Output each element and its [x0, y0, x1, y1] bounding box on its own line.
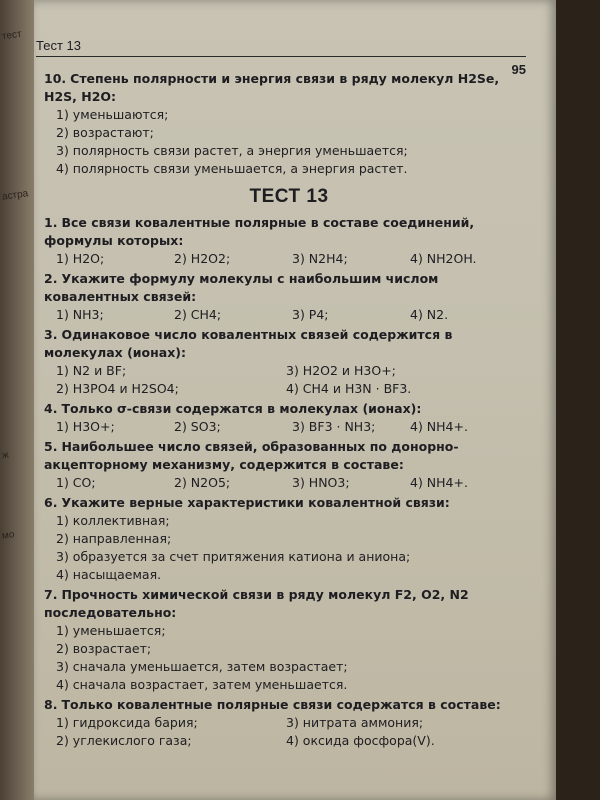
question-2: [44, 270, 534, 324]
question-4: [44, 400, 534, 436]
question-number: 10.: [44, 71, 67, 86]
previous-page-fragment: ж: [1, 449, 10, 462]
previous-page-fragment: астра: [1, 188, 29, 203]
answer-option: 4) NH4+.: [410, 475, 468, 490]
answer-option: 2) H3PO4 и H2SO4;: [56, 381, 179, 396]
question-10: [44, 70, 534, 178]
answer-option: 1) N2 и BF;: [56, 363, 127, 378]
question-text: Степень полярности и энергия связи в ряду молекул H2Se, H2S, H2O:: [44, 71, 500, 104]
question-text: Наибольшее число связей, образованных по донорно-акцепторному механизму, содержится в составе:: [44, 439, 459, 472]
answer-option: 1) коллективная;: [56, 513, 170, 528]
question-text: Одинаковое число ковалентных связей содержится в молекулах (ионах):: [44, 327, 453, 360]
answer-option: 4) NH2OH.: [410, 251, 477, 266]
answer-option: 3) нитрата аммония;: [286, 715, 424, 730]
question-number: 7.: [44, 587, 58, 602]
answer-option: 2) SO3;: [174, 419, 221, 434]
question-text: Укажите верные характеристики ковалентной связи:: [61, 495, 450, 510]
answer-option: 3) P4;: [292, 307, 329, 322]
book-page: [34, 0, 556, 800]
question-number: 5.: [44, 439, 58, 454]
page-content: [44, 70, 534, 752]
previous-page-fragment: мо: [1, 529, 16, 542]
answer-option: 4) полярность связи уменьшается, а энергия растет.: [56, 161, 408, 176]
question-text: Только ковалентные полярные связи содержатся в составе:: [61, 697, 501, 712]
answer-option: 2) CH4;: [174, 307, 222, 322]
question-number: 1.: [44, 215, 58, 230]
answer-option: 4) CH4 и H3N · BF3.: [286, 381, 412, 396]
answer-option: 2) N2O5;: [174, 475, 231, 490]
answer-option: 4) N2.: [410, 307, 449, 322]
test-title: ТЕСТ 13: [249, 186, 329, 207]
answer-option: 3) сначала уменьшается, затем возрастает;: [56, 659, 348, 674]
question-text: Все связи ковалентные полярные в составе соединений, формулы которых:: [44, 215, 475, 248]
question-text: Прочность химической связи в ряду молекул F2, O2, N2 последовательно:: [44, 587, 469, 620]
header-rule: [36, 56, 526, 57]
answer-option: 1) уменьшается;: [56, 623, 166, 638]
question-text: Только σ-связи содержатся в молекулах (ионах):: [61, 401, 422, 416]
answer-option: 3) образуется за счет притяжения катиона и аниона;: [56, 549, 411, 564]
question-6: [44, 494, 534, 584]
question-7: [44, 586, 534, 694]
answer-option: 1) CO;: [56, 475, 96, 490]
answer-option: 3) полярность связи растет, а энергия уменьшается;: [56, 143, 408, 158]
answer-option: 2) H2O2;: [174, 251, 231, 266]
question-8: [44, 696, 534, 750]
answer-option: 2) направленная;: [56, 531, 172, 546]
answer-option: 2) возрастают;: [56, 125, 154, 140]
question-number: 6.: [44, 495, 58, 510]
answer-option: 1) NH3;: [56, 307, 104, 322]
question-number: 4.: [44, 401, 58, 416]
answer-option: 3) HNO3;: [292, 475, 350, 490]
question-1: [44, 214, 534, 268]
answer-option: 4) оксида фосфора(V).: [286, 733, 435, 748]
answer-option: 3) N2H4;: [292, 251, 348, 266]
previous-page-fragment: тест: [1, 28, 23, 43]
answer-option: 4) NH4+.: [410, 419, 468, 434]
answer-option: 1) гидроксида бария;: [56, 715, 198, 730]
answer-option: 2) углекислого газа;: [56, 733, 192, 748]
answer-option: 1) H3O+;: [56, 419, 115, 434]
answer-option: 4) сначала возрастает, затем уменьшается.: [56, 677, 348, 692]
question-number: 8.: [44, 697, 58, 712]
answer-option: 1) уменьшаются;: [56, 107, 169, 122]
question-number: 2.: [44, 271, 58, 286]
question-5: [44, 438, 534, 492]
running-header: Тест 13: [36, 38, 81, 53]
answer-option: 2) возрастает;: [56, 641, 152, 656]
answer-option: 4) насыщаемая.: [56, 567, 162, 582]
question-number: 3.: [44, 327, 58, 342]
answer-option: 3) BF3 · NH3;: [292, 419, 376, 434]
answer-option: 3) H2O2 и H3O+;: [286, 363, 396, 378]
page-number: 95: [511, 62, 526, 77]
answer-option: 1) H2O;: [56, 251, 105, 266]
question-3: [44, 326, 534, 398]
question-text: Укажите формулу молекулы с наибольшим числом ковалентных связей:: [44, 271, 439, 304]
